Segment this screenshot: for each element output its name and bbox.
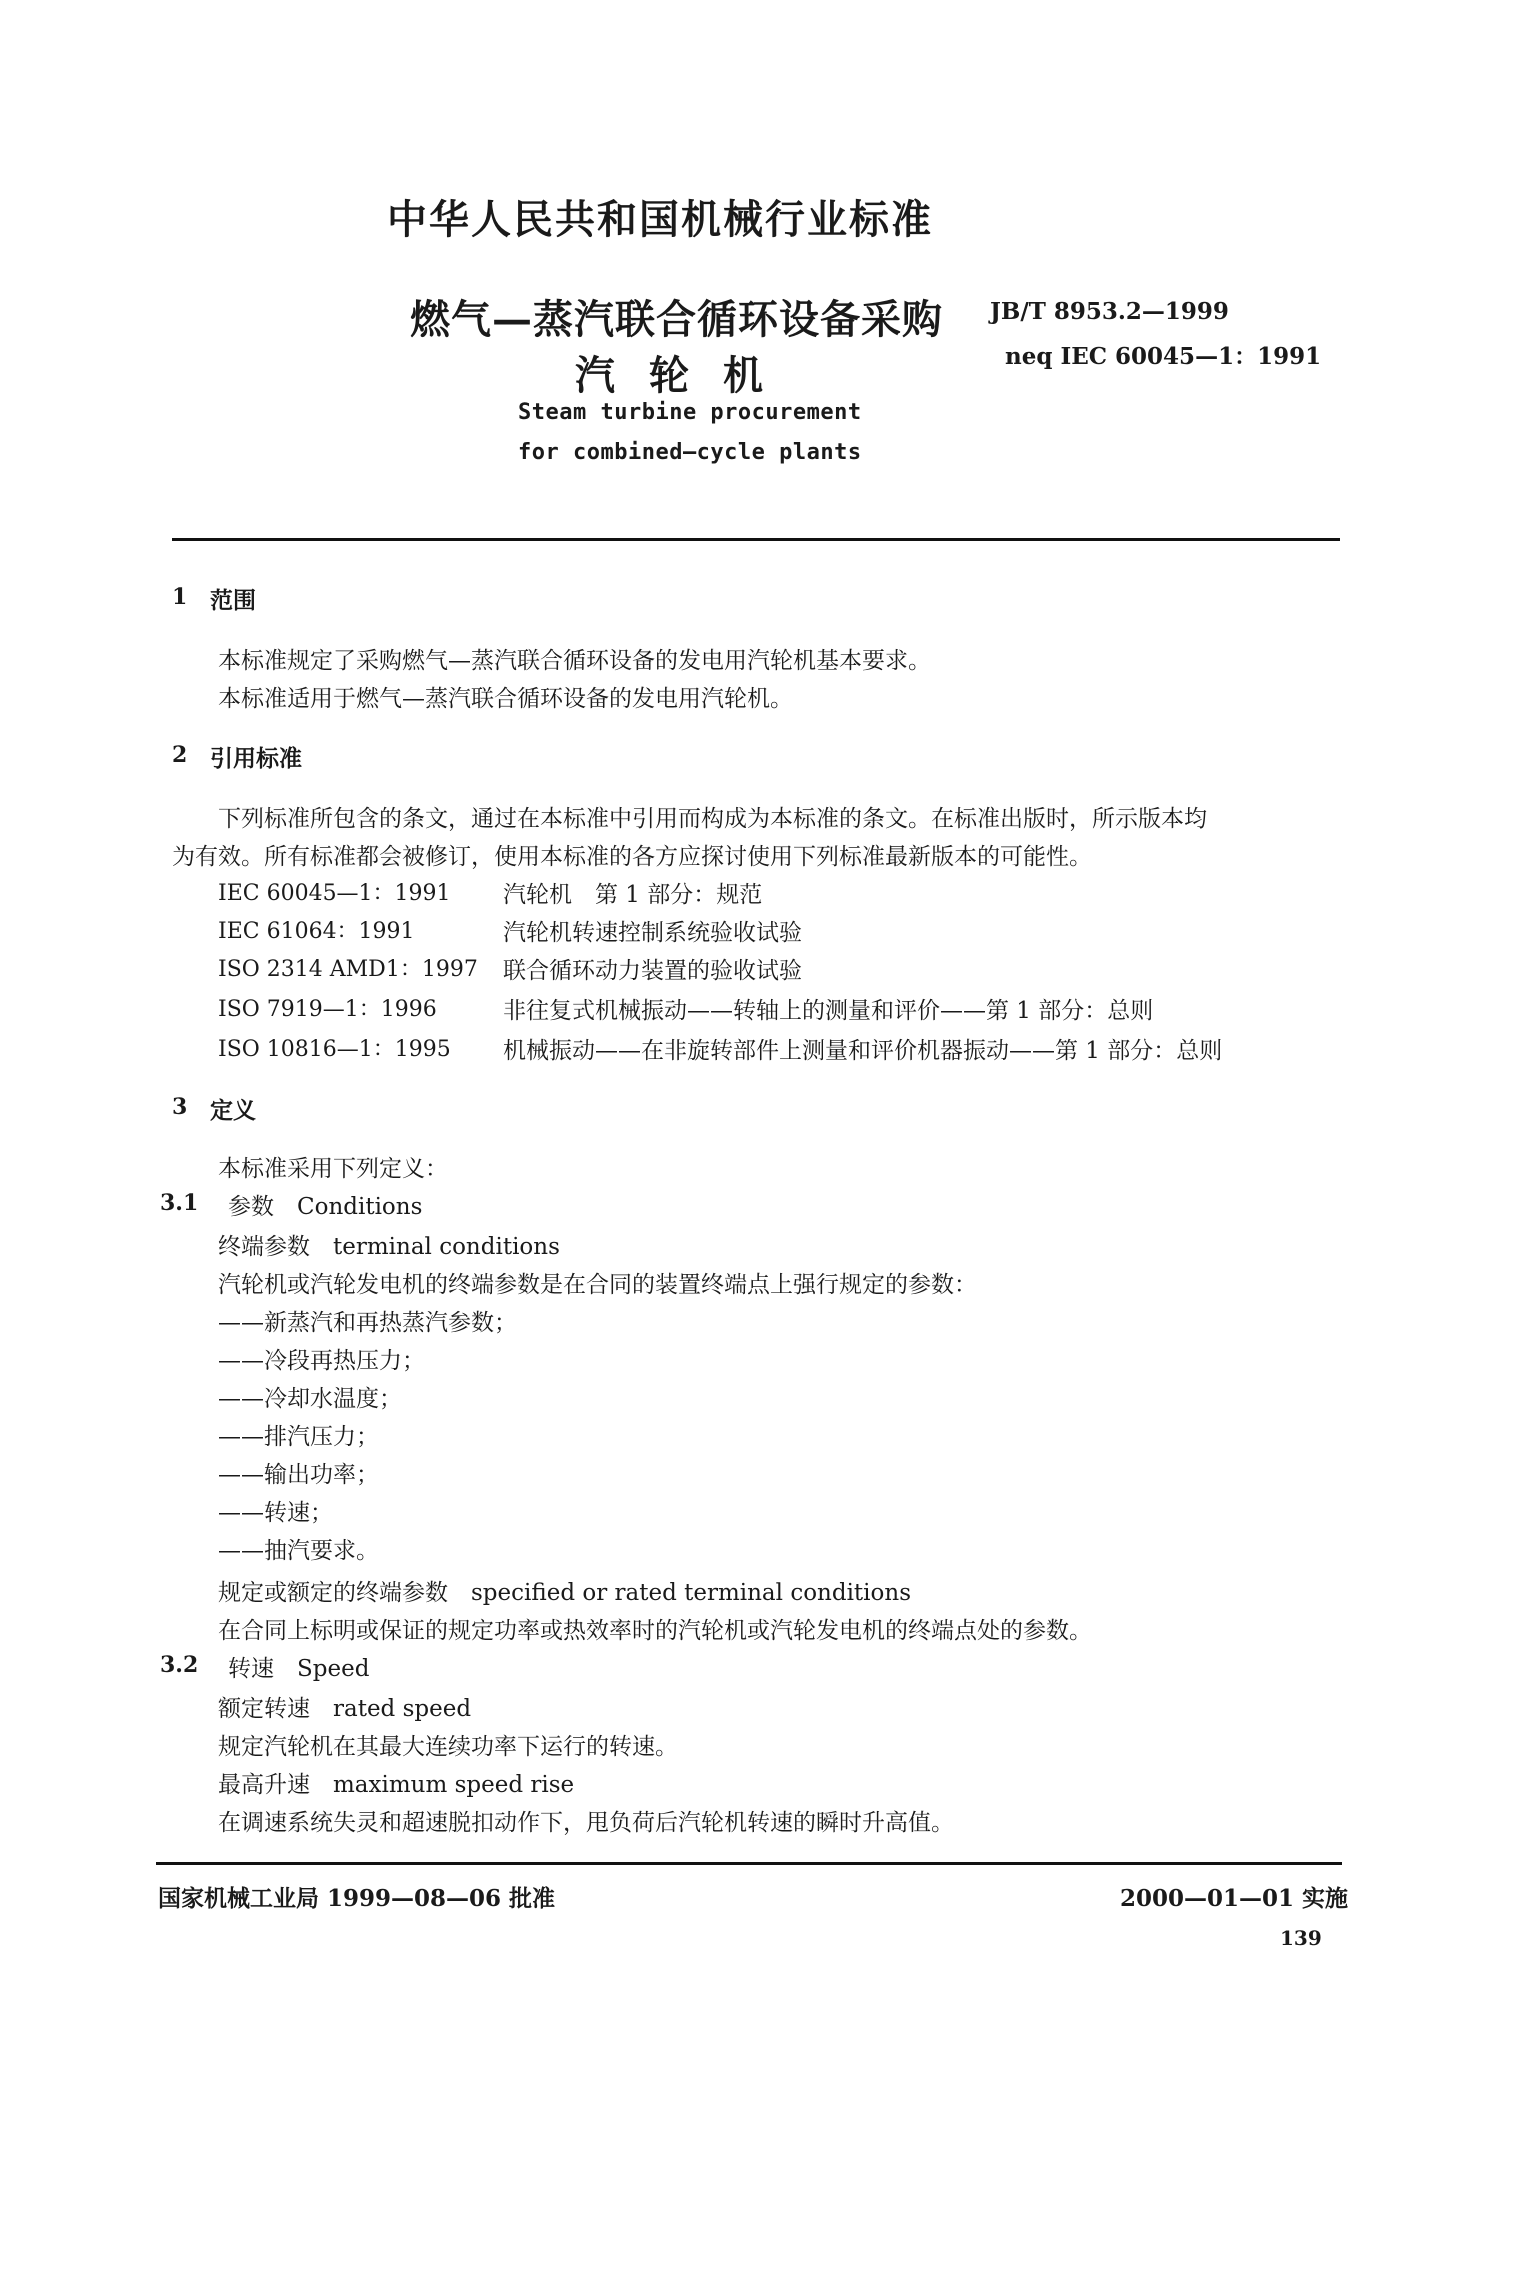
term-maximum-speed-rise: 最高升速 maximum speed rise xyxy=(218,1772,575,1798)
section-2-paragraph-line-2: 为有效。所有标准都会被修订，使用本标准的各方应探讨使用下列标准最新版本的可能性。 xyxy=(172,844,1092,870)
subsection-3-1-number: 3.1 xyxy=(160,1190,199,1216)
term-rated-speed-definition: 规定汽轮机在其最大连续功率下运行的转速。 xyxy=(218,1734,678,1760)
page-number: 139 xyxy=(1280,1926,1322,1950)
reference-code: ISO 10816—1：1995 xyxy=(218,1037,451,1062)
reference-title: 联合循环动力装置的验收试验 xyxy=(503,958,802,984)
term-rated-terminal-conditions-definition: 在合同上标明或保证的规定功率或热效率时的汽轮机或汽轮发电机的终端点处的参数。 xyxy=(218,1618,1092,1644)
effective-date: 2000—01—01 实施 xyxy=(1120,1885,1349,1912)
footer-divider xyxy=(156,1862,1342,1865)
english-title-line-1: Steam turbine procurement xyxy=(518,400,862,425)
subsection-3-2-title: 转速 Speed xyxy=(228,1656,370,1682)
section-1-number: 1 xyxy=(172,584,188,610)
reference-code: ISO 2314 AMD1：1997 xyxy=(218,957,478,982)
reference-code: ISO 7919—1：1996 xyxy=(218,997,437,1022)
document-subtitle: 汽轮机 xyxy=(575,352,797,399)
condition-list-item: ——抽汽要求。 xyxy=(218,1538,379,1564)
subsection-3-1-title: 参数 Conditions xyxy=(228,1194,423,1220)
condition-list-item: ——新蒸汽和再热蒸汽参数； xyxy=(218,1310,517,1336)
condition-list-item: ——排汽压力； xyxy=(218,1424,379,1450)
term-rated-terminal-conditions: 规定或额定的终端参数 specified or rated terminal conditions xyxy=(218,1580,911,1606)
approval-date: 国家机械工业局 1999—08—06 批准 xyxy=(158,1885,556,1912)
section-1-paragraph-1: 本标准规定了采购燃气—蒸汽联合循环设备的发电用汽轮机基本要求。 xyxy=(218,648,931,674)
term-maximum-speed-rise-definition: 在调速系统失灵和超速脱扣动作下，甩负荷后汽轮机转速的瞬时升高值。 xyxy=(218,1810,954,1836)
reference-title: 汽轮机 第 1 部分：规范 xyxy=(503,882,763,908)
term-terminal-conditions-definition: 汽轮机或汽轮发电机的终端参数是在合同的装置终端点上强行规定的参数： xyxy=(218,1272,977,1298)
condition-list-item: ——输出功率； xyxy=(218,1462,379,1488)
section-2-number: 2 xyxy=(172,742,188,768)
section-2-title: 引用标准 xyxy=(210,745,302,772)
section-3-number: 3 xyxy=(172,1094,188,1120)
document-title: 燃气—蒸汽联合循环设备采购 xyxy=(410,296,943,343)
reference-title: 机械振动——在非旋转部件上测量和评价机器振动——第 1 部分：总则 xyxy=(503,1038,1223,1064)
term-rated-speed: 额定转速 rated speed xyxy=(218,1696,472,1722)
section-2-paragraph-line-1: 下列标准所包含的条文，通过在本标准中引用而构成为本标准的条文。在标准出版时，所示版本均 xyxy=(218,806,1207,832)
english-title-line-2: for combined—cycle plants xyxy=(518,440,862,465)
reference-code: IEC 60045—1：1991 xyxy=(218,881,451,906)
section-1-paragraph-2: 本标准适用于燃气—蒸汽联合循环设备的发电用汽轮机。 xyxy=(218,686,793,712)
reference-code: IEC 61064：1991 xyxy=(218,919,415,944)
condition-list-item: ——冷段再热压力； xyxy=(218,1348,425,1374)
reference-title: 汽轮机转速控制系统验收试验 xyxy=(503,920,802,946)
standard-category-heading: 中华人民共和国机械行业标准 xyxy=(387,196,933,243)
subsection-3-2-number: 3.2 xyxy=(160,1652,199,1678)
reference-title: 非往复式机械振动——转轴上的测量和评价——第 1 部分：总则 xyxy=(503,998,1154,1024)
term-terminal-conditions: 终端参数 terminal conditions xyxy=(218,1234,560,1260)
condition-list-item: ——转速； xyxy=(218,1500,333,1526)
section-1-title: 范围 xyxy=(210,587,256,614)
standard-code: JB/T 8953.2—1999 xyxy=(990,298,1229,325)
section-3-intro: 本标准采用下列定义： xyxy=(218,1156,448,1182)
section-3-title: 定义 xyxy=(210,1097,256,1124)
header-divider xyxy=(172,538,1340,541)
condition-list-item: ——冷却水温度； xyxy=(218,1386,402,1412)
standard-reference: neq IEC 60045—1：1991 xyxy=(1005,343,1322,370)
